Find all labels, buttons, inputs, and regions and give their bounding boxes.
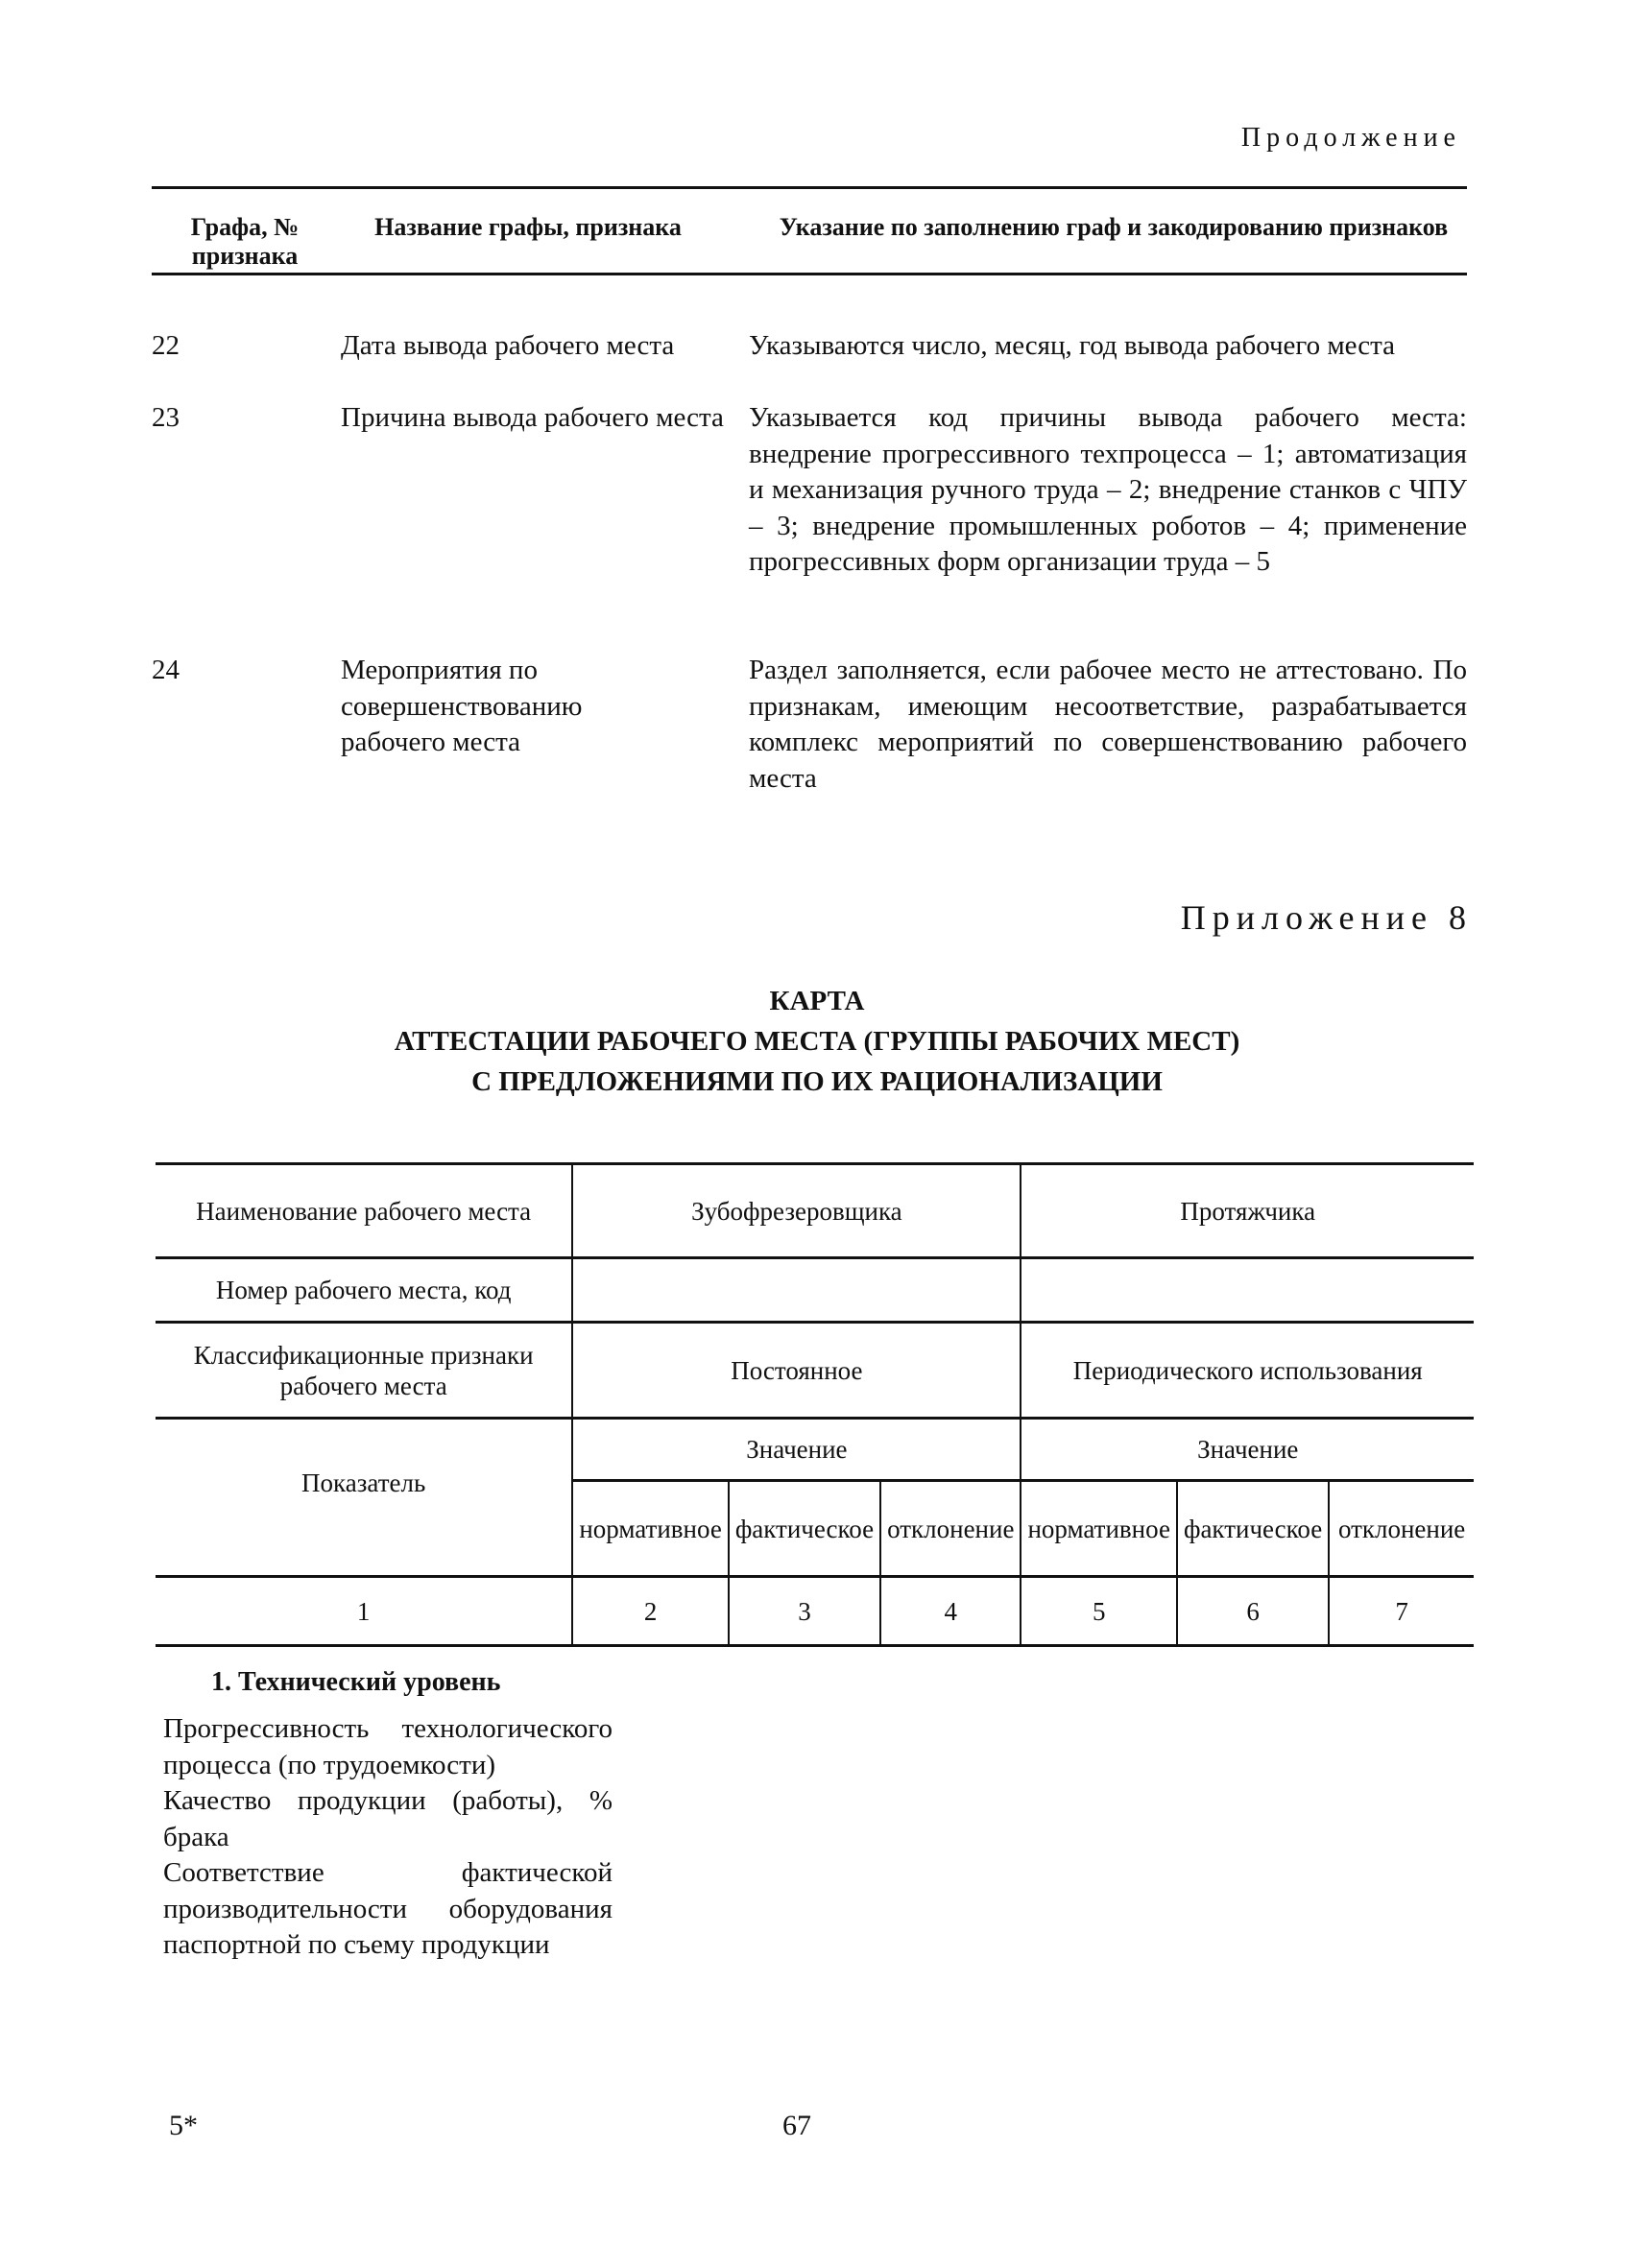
value-label-1: Значение [572,1419,1021,1481]
sub-header-actual: фактическое [729,1481,880,1577]
workplace-2: Протяжчика [1021,1164,1474,1258]
column-number: 2 [572,1577,729,1646]
row-name: Дата вывода рабочего места [341,330,675,361]
card-title-line: С ПРЕДЛОЖЕНИЯМИ ПО ИХ РАЦИОНАЛИЗАЦИИ [471,1066,1163,1097]
column-number: 5 [1021,1577,1177,1646]
workplace-2-number [1021,1258,1474,1323]
section-items [163,1711,613,1964]
row-instruction: Указываются число, месяц, год вывода рабочего места [749,330,1396,361]
header-column-number: Графа, № признака [190,213,300,270]
signature-mark: 5* [169,2110,198,2141]
workplace-number-label: Номер рабочего места, код [156,1258,572,1323]
indicator-label: Показатель [156,1419,572,1577]
workplace-name-label: Наименование рабочего места [156,1164,572,1258]
sub-header-normative: нормативное [572,1481,729,1577]
header-column-name: Название графы, признака [374,213,682,241]
row-name: Мероприятия по совершенствованию рабочего места [341,655,583,757]
value-label-2: Значение [1021,1419,1474,1481]
workplace-1-class: Постоянное [572,1323,1021,1419]
appendix-label: Приложение 8 [1180,898,1473,937]
card-title-line: КАРТА [769,986,865,1016]
column-number: 7 [1329,1577,1474,1646]
row-number: 22 [152,330,180,361]
column-number: 1 [156,1577,572,1646]
row-number: 23 [152,402,180,433]
table-top-rule [152,186,1467,189]
header-column-instruction: Указание по заполнению граф и закодированию признаков [779,213,1449,241]
workplace-2-class: Периодического использования [1021,1323,1474,1419]
sub-header-actual: фактическое [1177,1481,1329,1577]
workplace-1: Зубофрезеровщика [572,1164,1021,1258]
continuation-label: Продолжение [1240,123,1461,153]
column-number: 4 [880,1577,1021,1646]
section-title: 1. Технический уровень [211,1667,501,1697]
card-title [0,981,1634,1102]
column-number: 3 [729,1577,880,1646]
sub-header-deviation: отклонение [880,1481,1021,1577]
row-name: Причина вывода рабочего места [341,402,724,433]
section-item: Прогрессивность технологического процесса (по трудоемкости) [163,1713,613,1780]
workplace-1-number [572,1258,1021,1323]
card-title-line: АТТЕСТАЦИИ РАБОЧЕГО МЕСТА (ГРУППЫ РАБОЧИХ МЕСТ) [394,1026,1240,1057]
row-number: 24 [152,655,180,685]
section-item: Соответствие фактической производительности оборудования паспортной по съему продукции [163,1857,613,1960]
sub-header-deviation: отклонение [1329,1481,1474,1577]
attestation-card-table [156,1162,1474,1647]
row-instruction: Указывается код причины вывода рабочего места: внедрение прогрессивного техпроцесса – 1; автоматизация и механизация ручного труда – 2; внедрение станков с ЧПУ – 3; внедрение промышленных роботов – 4; применение прогрессивных форм организации труда – 5 [749,402,1467,577]
table-header-rule [152,273,1467,275]
classification-label: Классификационные признаки рабочего места [156,1323,572,1419]
row-instruction: Раздел заполняется, если рабочее место не аттестовано. По признакам, имеющим несоответствие, разрабатывается комплекс мероприятий по совершенствованию рабочего места [749,655,1467,794]
page-number: 67 [782,2110,811,2141]
column-number: 6 [1177,1577,1329,1646]
sub-header-normative: нормативное [1021,1481,1177,1577]
section-item: Качество продукции (работы), % брака [163,1785,613,1852]
